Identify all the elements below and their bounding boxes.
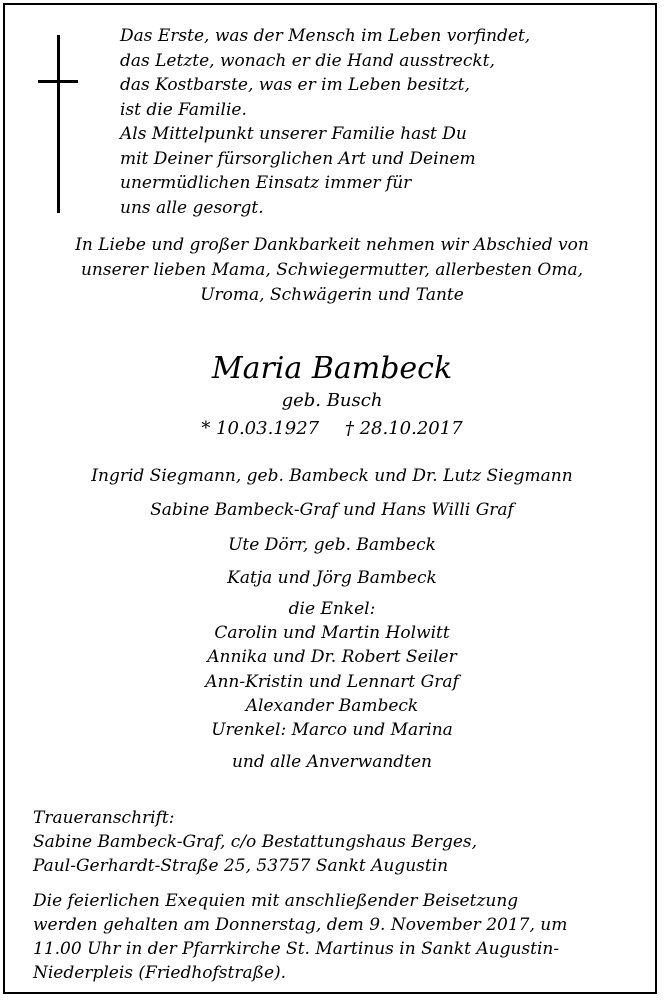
cross-vertical-bar [57, 35, 60, 213]
poem-line: mit Deiner fürsorglichen Art und Deinem [120, 148, 476, 169]
service-info [33, 889, 567, 985]
intro-line: Uroma, Schwägerin und Tante [200, 285, 464, 305]
grandchild-line: Carolin und Martin Holwitt [214, 623, 450, 644]
great-grandchildren-line: Urenkel: Marco und Marina [211, 720, 453, 741]
address-heading: Traueranschrift: [33, 808, 175, 828]
address-line: Sabine Bambeck-Graf, c/o Bestattungshaus Berges, [33, 832, 478, 852]
mourner-line: Ingrid Siegmann, geb. Bambeck und Dr. Lutz Siegmann [91, 466, 573, 486]
grandchildren-list [0, 597, 664, 742]
poem-line: das Kostbarste, was er im Leben besitzt, [120, 75, 470, 95]
address-line: Paul-Gerhardt-Straße 25, 53757 Sankt Augustin [33, 856, 449, 876]
relatives-line: und alle Anverwandten [231, 752, 433, 772]
grandchild-line: Annika und Dr. Robert Seiler [207, 647, 457, 668]
mourning-address [33, 806, 477, 878]
poem-line: unermüdlichen Einsatz immer für [120, 173, 412, 193]
mourner-line: Ute Dörr, geb. Bambeck [228, 535, 436, 555]
poem-line: Als Mittelpunkt unserer Familie hast Du [120, 124, 467, 144]
intro-line: In Liebe und großer Dankbarkeit nehmen wir Abschied von [75, 235, 589, 255]
grandchild-line: Alexander Bambeck [245, 695, 419, 716]
service-line: werden gehalten am Donnerstag, dem 9. November 2017, um [33, 915, 568, 935]
intro-line: unserer lieben Mama, Schwiegermutter, allerbesten Oma, [80, 260, 584, 280]
birth-name: geb. Busch [281, 390, 383, 411]
grandchildren-heading: die Enkel: [288, 599, 376, 619]
mourner-line: Katja und Jörg Bambeck [227, 568, 437, 588]
farewell-intro [0, 233, 664, 308]
death-date: † 28.10.2017 [344, 418, 463, 439]
grandchild-line: Ann-Kristin und Lennart Graf [205, 671, 459, 692]
birth-date: * 10.03.1927 [201, 418, 320, 439]
deceased-name: Maria Bambeck [211, 351, 453, 386]
poem-line: Das Erste, was der Mensch im Leben vorfindet, [120, 26, 531, 46]
mourner-line: Sabine Bambeck-Graf und Hans Willi Graf [150, 500, 514, 520]
poem-line: das Letzte, wonach er die Hand ausstreckt, [120, 50, 495, 71]
service-line: 11.00 Uhr in der Pfarrkirche St. Martinus in Sankt Augustin- [33, 939, 560, 959]
life-dates [0, 416, 664, 442]
cross-horizontal-bar [38, 80, 78, 83]
poem-line: ist die Familie. [120, 99, 247, 120]
poem [120, 24, 530, 220]
service-line: Die feierlichen Exequien mit anschließender Beisetzung [33, 891, 519, 911]
service-line: Niederpleis (Friedhofstraße). [33, 963, 287, 983]
poem-line: uns alle gesorgt. [120, 197, 264, 218]
